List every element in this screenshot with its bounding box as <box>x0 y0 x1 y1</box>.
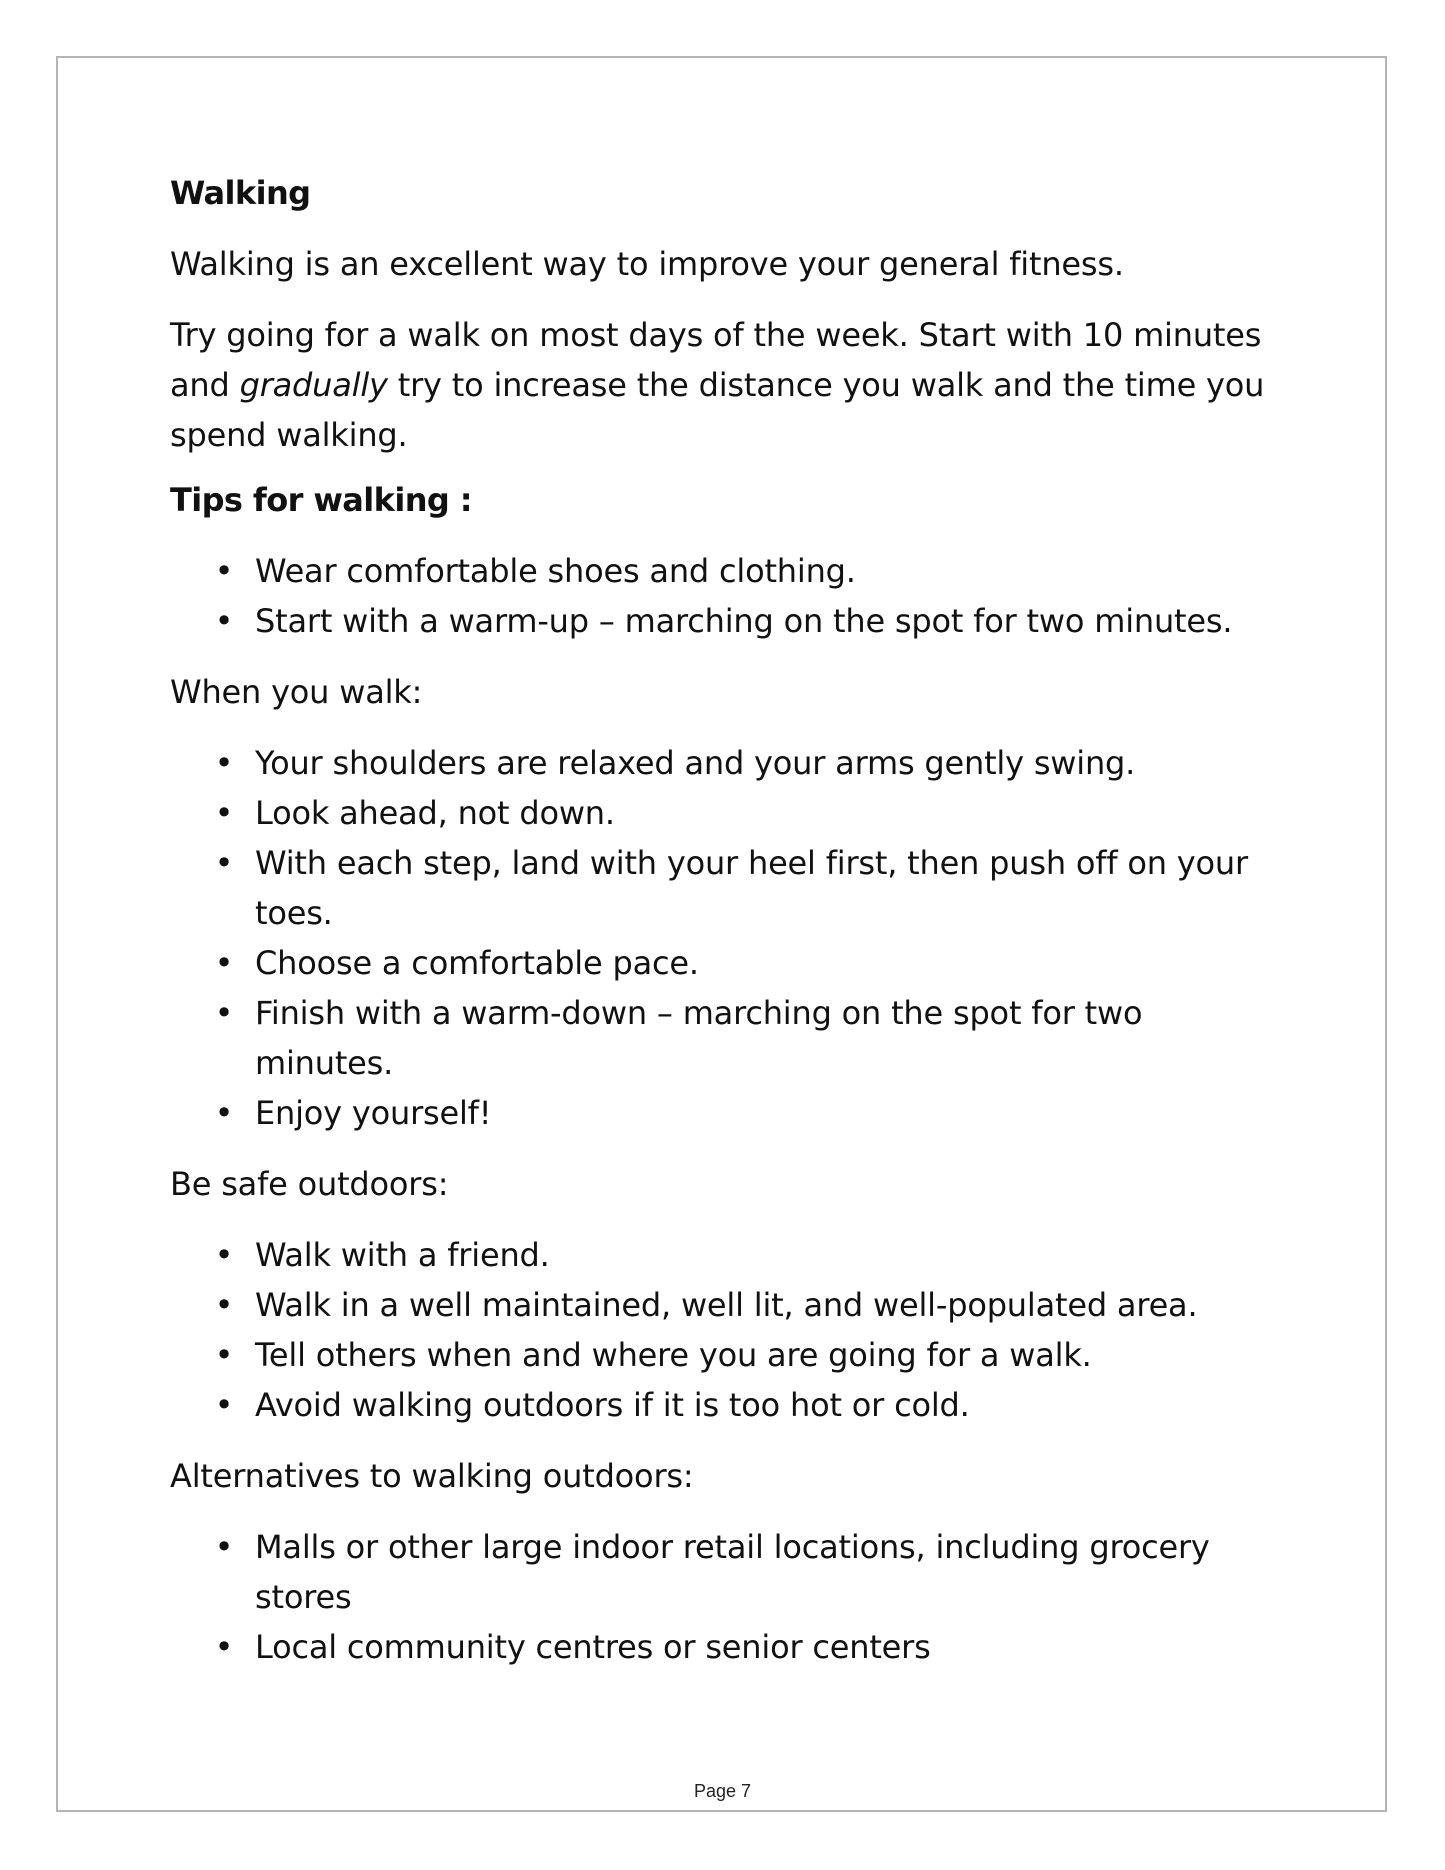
bullet-icon: • <box>214 1236 234 1274</box>
section-heading: Walking <box>170 174 311 212</box>
list-item <box>170 738 1280 788</box>
list-item-text: Finish with a warm-down – marching on the spot for two minutes. <box>255 994 1143 1082</box>
list-item <box>170 988 1280 1088</box>
list-item <box>170 1622 1280 1672</box>
when-list <box>170 738 1280 1138</box>
bullet-icon: • <box>214 994 234 1032</box>
list-item-text: Avoid walking outdoors if it is too hot or cold. <box>255 1386 970 1424</box>
list-item <box>170 1330 1280 1380</box>
frequency-text-end: try to increase the distance you walk and the time you spend walking. <box>170 366 1265 454</box>
list-item <box>170 1522 1280 1622</box>
list-item-text: With each step, land with your heel first, then push off on your toes. <box>255 844 1248 932</box>
bullet-icon: • <box>214 794 234 832</box>
list-item <box>170 1380 1280 1430</box>
tips-list <box>170 546 1280 646</box>
frequency-text-start: Try going for a walk on most days of the week. Start with 10 minutes and <box>170 316 1262 404</box>
list-item-text: Tell others when and where you are going for a walk. <box>255 1336 1092 1374</box>
safety-heading: Be safe outdoors: <box>170 1165 449 1203</box>
list-item <box>170 546 1280 596</box>
document-body <box>170 168 1280 1693</box>
bullet-icon: • <box>214 844 234 882</box>
bullet-icon: • <box>214 1386 234 1424</box>
list-item-text: Malls or other large indoor retail locations, including grocery stores <box>255 1528 1210 1616</box>
list-item <box>170 838 1280 938</box>
list-item-text: Walk in a well maintained, well lit, and well-populated area. <box>255 1286 1198 1324</box>
list-item-text: Local community centres or senior centers <box>255 1628 931 1666</box>
alternatives-list <box>170 1522 1280 1672</box>
list-item-text: Choose a comfortable pace. <box>255 944 699 982</box>
when-heading: When you walk: <box>170 673 423 711</box>
list-item-text: Walk with a friend. <box>255 1236 550 1274</box>
bullet-icon: • <box>214 1628 234 1666</box>
intro-paragraph: Walking is an excellent way to improve your general fitness. <box>170 245 1124 283</box>
list-item <box>170 1230 1280 1280</box>
emphasis-gradually: gradually <box>239 366 388 404</box>
list-item <box>170 788 1280 838</box>
list-item-text: Look ahead, not down. <box>255 794 615 832</box>
list-item <box>170 1280 1280 1330</box>
bullet-icon: • <box>214 552 234 590</box>
list-item-text: Your shoulders are relaxed and your arms gently swing. <box>255 744 1136 782</box>
list-item <box>170 596 1280 646</box>
bullet-icon: • <box>214 1286 234 1324</box>
list-item-text: Wear comfortable shoes and clothing. <box>255 552 856 590</box>
bullet-icon: • <box>214 1528 234 1566</box>
alternatives-heading: Alternatives to walking outdoors: <box>170 1457 694 1495</box>
bullet-icon: • <box>214 1336 234 1374</box>
list-item <box>170 938 1280 988</box>
bullet-icon: • <box>214 944 234 982</box>
page-number: Page 7 <box>693 1781 752 1801</box>
frequency-paragraph <box>170 310 1280 460</box>
safety-list <box>170 1230 1280 1430</box>
tips-heading: Tips for walking : <box>170 481 472 519</box>
list-item-text: Enjoy yourself! <box>255 1094 492 1132</box>
list-item <box>170 1088 1280 1138</box>
bullet-icon: • <box>214 1094 234 1132</box>
list-item-text: Start with a warm-up – marching on the spot for two minutes. <box>255 602 1233 640</box>
bullet-icon: • <box>214 744 234 782</box>
bullet-icon: • <box>214 602 234 640</box>
